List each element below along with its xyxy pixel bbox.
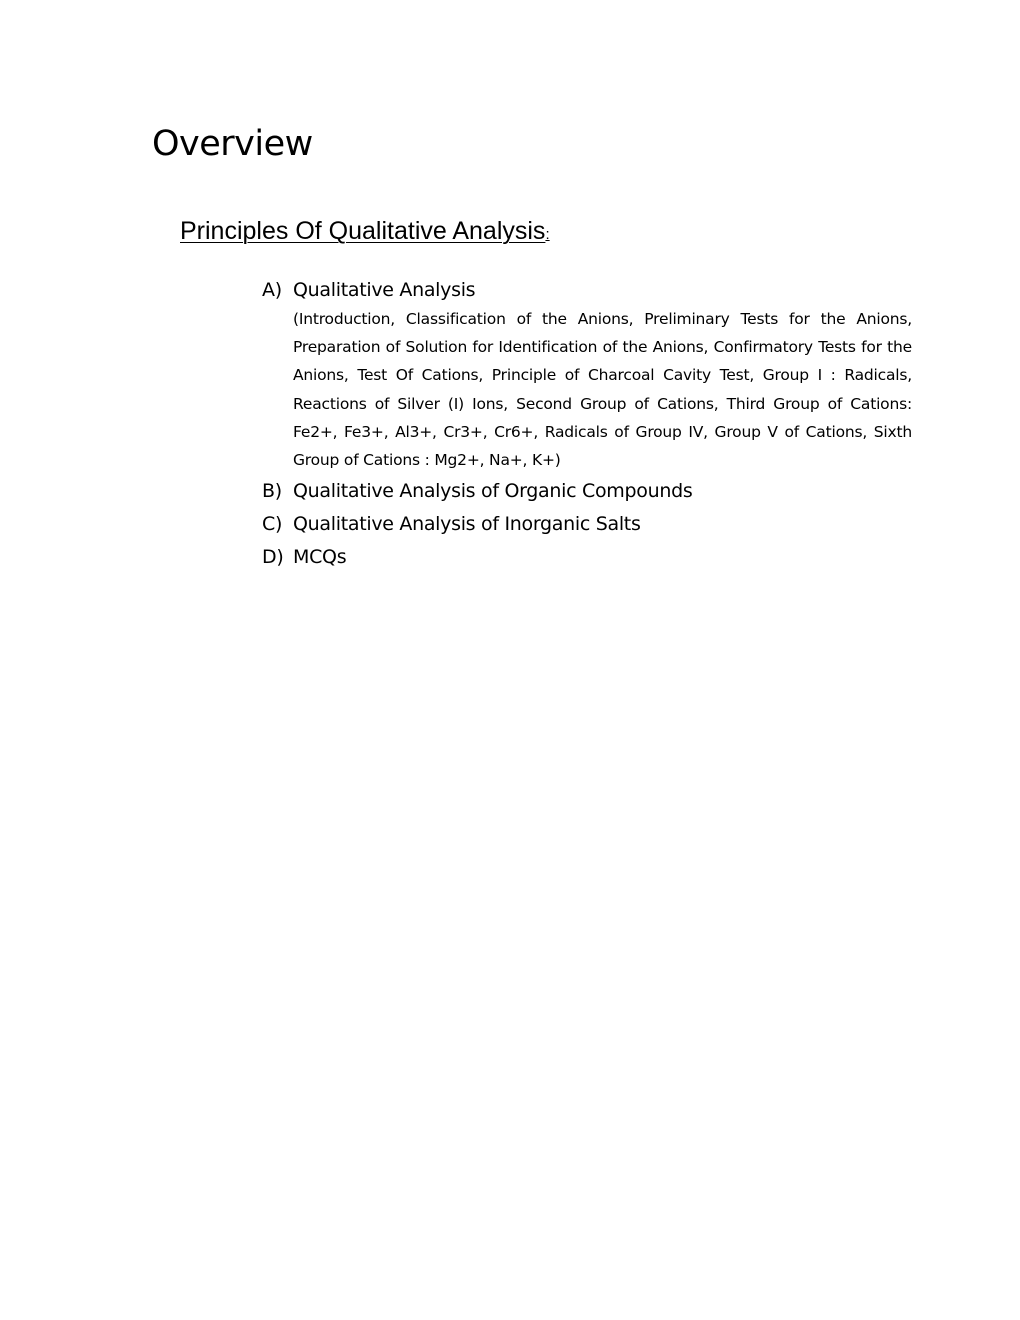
outline-marker: A)	[262, 279, 282, 301]
outline-marker: D)	[262, 546, 284, 569]
section-heading	[180, 216, 550, 246]
outline-marker: B)	[262, 480, 282, 503]
outline-item-label: Qualitative Analysis of Organic Compounds	[293, 480, 693, 503]
outline-item-b	[262, 476, 912, 506]
outline-item-description: (Introduction, Classification of the Anions, Preliminary Tests for the Anions, Preparation of Solution for Identification of the Anions, Confirmatory Tests for the Anions, Test Of Cations, Principle of Charcoal Cavity Test, Group I : Radicals, Reactions of Silver (I) Ions, Second Group of Cations, Third Group of Cations: Fe2+, Fe3+, Al3+, Cr3+, Cr6+, Radicals of Group IV, Group V of Cations, Sixth Group of Cations : Mg2+, Na+, K+)	[293, 310, 912, 470]
outline-item-a	[262, 275, 912, 474]
outline-marker: C)	[262, 513, 283, 536]
page-title: Overview	[152, 124, 313, 164]
outline-item-d	[262, 542, 912, 572]
outline-item-c	[262, 509, 912, 539]
section-heading-colon: :	[545, 226, 550, 243]
outline-item-label: Qualitative Analysis of Inorganic Salts	[293, 513, 641, 536]
outline-item-label: MCQs	[293, 546, 347, 569]
topic-outline	[262, 275, 912, 572]
section-heading-text: Principles Of Qualitative Analysis	[180, 217, 546, 245]
outline-item-label: Qualitative Analysis	[293, 279, 476, 301]
